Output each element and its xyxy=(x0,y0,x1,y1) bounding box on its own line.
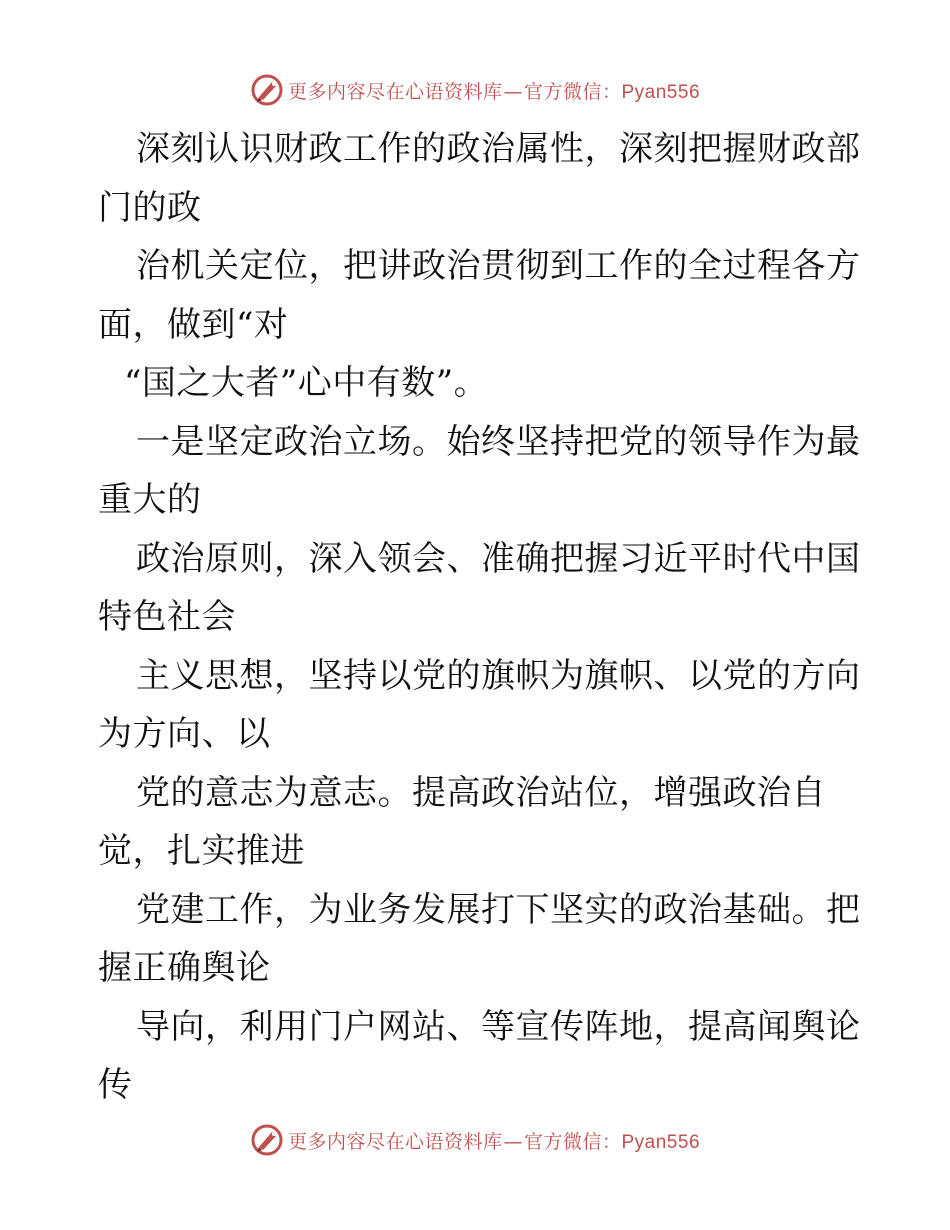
body-line: 一是坚定政治立场。始终坚持把党的领导作为最 xyxy=(136,421,861,462)
body-line: 为方向、以 xyxy=(98,714,271,754)
pen-logo-icon xyxy=(250,1123,284,1157)
banner-dash: — xyxy=(503,80,523,103)
banner-slogan: 更多内容尽在心语资料库 xyxy=(287,80,503,103)
footer-banner xyxy=(0,1120,950,1160)
body-line: “国之大者”心中有数”。 xyxy=(124,363,489,403)
banner-contact-label: 官方微信： xyxy=(523,80,622,103)
banner-contact-label: 官方微信： xyxy=(523,1130,622,1153)
body-line: 门的政 xyxy=(98,187,202,228)
body-line: 主义思想，坚持以党的旗帜为旗帜、以党的方向 xyxy=(136,655,861,696)
body-line: 觉，扎实推进 xyxy=(98,831,305,871)
body-line: 握正确舆论 xyxy=(98,948,271,988)
document-body xyxy=(98,120,861,1115)
body-line: 深刻认识财政工作的政治属性，深刻把握财政部 xyxy=(136,129,861,169)
body-line: 政治原则，深入领会、准确把握习近平时代中国 xyxy=(136,538,861,579)
pen-logo-icon xyxy=(250,73,284,107)
body-line: 传 xyxy=(98,1065,133,1105)
banner-contact-id: Pyan556 xyxy=(621,81,701,103)
banner-dash: — xyxy=(503,1130,523,1153)
body-line: 治机关定位，把讲政治贯彻到工作的全过程各方 xyxy=(136,246,861,286)
body-line: 面，做到“对 xyxy=(98,304,289,345)
header-banner-text xyxy=(288,77,700,104)
body-line: 党的意志为意志。提高政治站位，增强政治自 xyxy=(136,772,826,813)
body-line: 党建工作，为业务发展打下坚实的政治基础。把 xyxy=(136,889,861,930)
body-line: 重大的 xyxy=(98,480,202,520)
banner-slogan: 更多内容尽在心语资料库 xyxy=(287,1130,503,1153)
header-banner xyxy=(0,70,950,110)
footer-banner-text xyxy=(288,1127,700,1154)
body-line: 特色社会 xyxy=(98,597,236,637)
body-line: 导向，利用门户网站、等宣传阵地，提高闻舆论 xyxy=(136,1006,861,1047)
banner-contact-id: Pyan556 xyxy=(621,1131,701,1153)
